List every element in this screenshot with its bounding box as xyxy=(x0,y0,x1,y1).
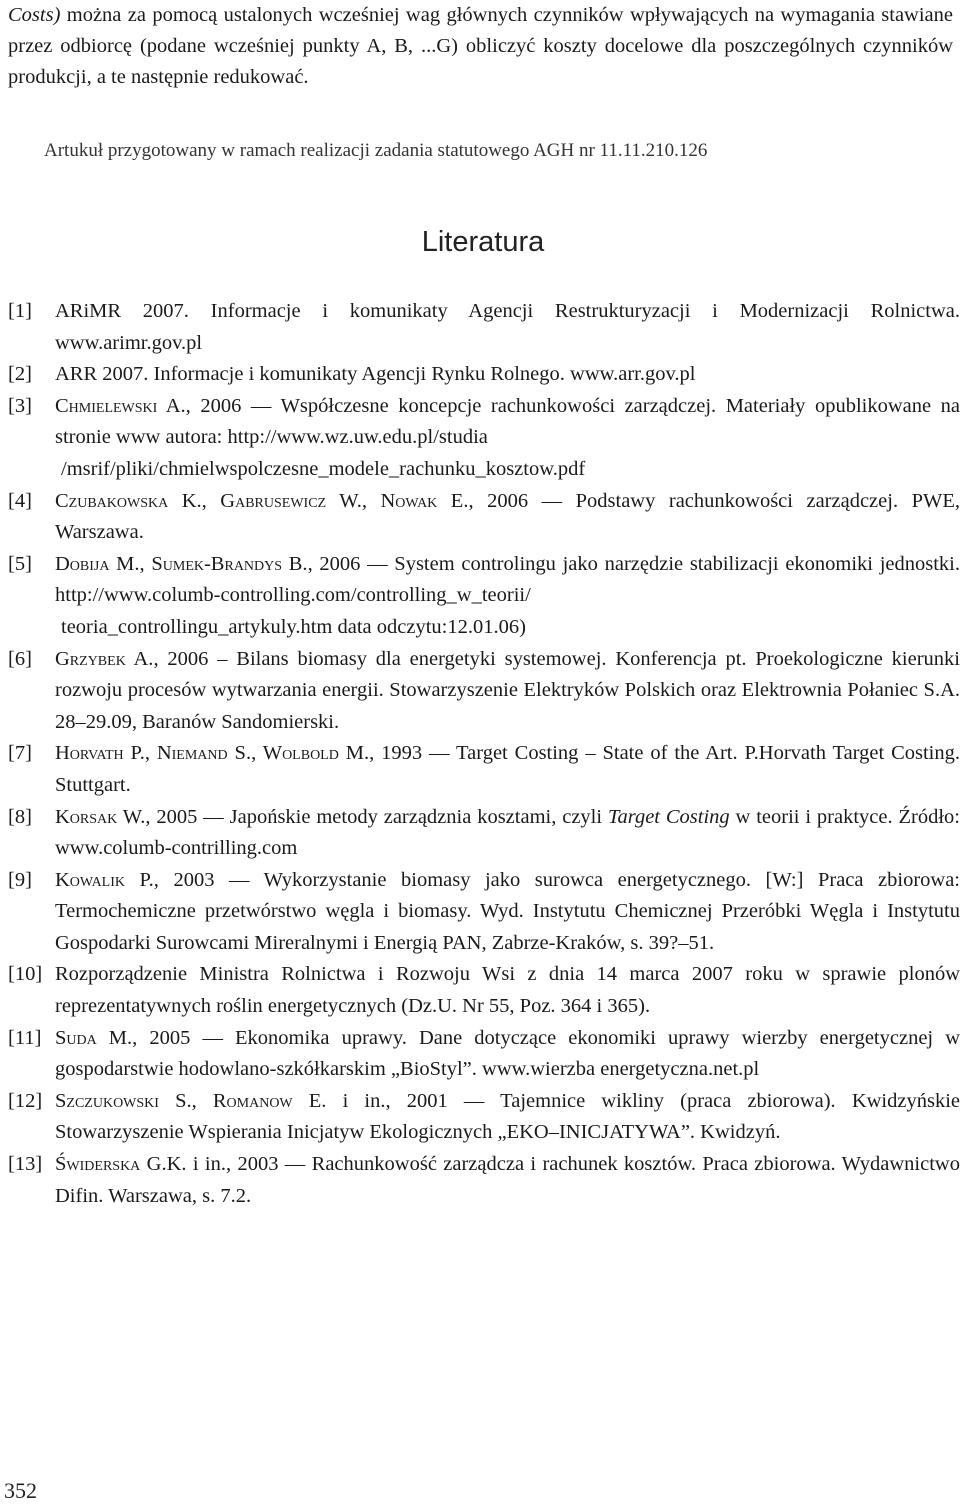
reference-number: [12] xyxy=(8,1089,43,1112)
reference-1 xyxy=(8,296,960,359)
reference-text: ARR 2007. Informacje i komunikaty Agencji Rynku Rolnego. www.arr.gov.pl xyxy=(55,363,696,386)
reference-author: Grzybek A. xyxy=(55,647,154,670)
reference-text: Rozporządzenie Ministra Rolnictwa i Rozwoju Wsi z dnia 14 marca 2007 roku w sprawie plonów reprezentatywnych roślin energetycznych (Dz.U. Nr 55, Poz. 364 i 365). xyxy=(55,963,960,1018)
reference-list xyxy=(8,296,960,1212)
reference-10 xyxy=(8,959,960,1022)
reference-3 xyxy=(8,391,960,486)
reference-9 xyxy=(8,865,960,960)
section-heading: Literatura xyxy=(421,226,545,258)
reference-author: Suda M. xyxy=(55,1026,133,1049)
reference-author: Czubakowska K., Gabrusewicz W., Nowak E. xyxy=(55,489,469,512)
reference-text: ARiMR 2007. Informacje i komunikaty Agencji Restrukturyzacji i Modernizacji Rolnictwa. www.arimr.gov.pl xyxy=(55,300,960,354)
reference-number: [8] xyxy=(8,805,32,828)
reference-5 xyxy=(8,549,960,644)
reference-text: , 2006 — Podstawy rachunkowości zarządczej. PWE, Warszawa. xyxy=(55,489,960,544)
reference-author: Szczukowski S., Romanow E. xyxy=(55,1089,327,1112)
reference-number: [1] xyxy=(8,300,32,322)
reference-text: , 2006 — Współczesne koncepcje rachunkowości zarządczej. Materiały opublikowane na stronie www autora: http://www.wz.uw.edu.pl/studia xyxy=(55,394,960,449)
reference-number: [5] xyxy=(8,552,32,575)
reference-12 xyxy=(8,1086,960,1149)
reference-2 xyxy=(8,359,960,391)
reference-text: , 2006 – Bilans biomasy dla energetyki systemowej. Konferencja pt. Proekologiczne kierunki rozwoju procesów wytwarzania energii. Stowarzyszenie Elektryków Polskich oraz Elektrownia Połaniec S.A. 28–29.09, Baranów Sandomierski. xyxy=(55,647,960,733)
reference-text-after: w teorii i praktyce. Źródło: www.columb-contrilling.com xyxy=(55,805,960,860)
reference-number: [13] xyxy=(8,1153,43,1176)
reference-author: Chmielewski A. xyxy=(55,394,186,417)
reference-text: , 2005 — Japońskie metody zarządznia kosztami, czyli xyxy=(145,805,608,828)
page-number: 352 xyxy=(4,1478,37,1503)
reference-6 xyxy=(8,644,960,739)
reference-author: Dobija M., Sumek-Brandys B. xyxy=(55,552,308,575)
intro-text: można za pomocą ustalonych wcześniej wag głównych czynników wpływających na wymagania stawiane przez odbiorcę (podane wcześniej punkty A, B, ...G) obliczyć koszty docelowe dla poszczególnych czynników produkcji, a te następnie redukować. xyxy=(8,4,953,88)
reference-8 xyxy=(8,802,960,865)
reference-number: [10] xyxy=(8,963,43,986)
reference-number: [2] xyxy=(8,363,32,386)
reference-url: /msrif/pliki/chmielwspolczesne_modele_rachunku_kosztow.pdf xyxy=(61,457,586,480)
reference-text: i in., 2003 — Rachunkowość zarządcza i rachunek kosztów. Praca zbiorowa. Wydawnictwo Difin. Warszawa, s. 7.2. xyxy=(55,1153,960,1207)
reference-number: [6] xyxy=(8,647,32,670)
reference-number: [11] xyxy=(8,1026,42,1049)
reference-text: , 2005 — Ekonomika uprawy. Dane dotyczące ekonomiki uprawy wierzby energetycznej w gospodarstwie hodowlano-szkółkarskim „BioStyl”. www.wierzba energetyczna.net.pl xyxy=(55,1026,960,1081)
reference-author: Horvath P., Niemand S., Wolbold M. xyxy=(55,742,370,765)
reference-url: teoria_controllingu_artykuly.htm data odczytu:12.01.06) xyxy=(61,615,526,638)
intro-paragraph xyxy=(8,0,953,93)
reference-author: Korsak W. xyxy=(55,805,146,828)
reference-text: i in., 2001 — Tajemnice wikliny (praca zbiorowa). Kwidzyńskie Stowarzyszenie Wspierania Inicjatyw Ekologicznych „EKO–INICJATYWA”. Kwidzyń. xyxy=(55,1089,960,1144)
reference-number: [3] xyxy=(8,394,32,417)
intro-italic-lead: Costs) xyxy=(8,4,61,26)
reference-text: , 2003 — Wykorzystanie biomasy jako surowca energetycznego. [W:] Praca zbiorowa: Termochemiczne przetwórstwo węgla i biomasy. Wyd. Instytutu Chemicznej Przeróbki Węgla i Instytutu Gospodarki Surowcami Mireralnymi i Energią PAN, Zabrze-Kraków, s. 39?–51. xyxy=(55,868,960,954)
reference-author: Świderska G.K. xyxy=(55,1153,187,1176)
reference-author: Kowalik P. xyxy=(55,868,154,891)
acknowledgement: Artukuł przygotowany w ramach realizacji zadania statutowego AGH nr 11.11.210.126 xyxy=(44,140,708,161)
reference-number: [7] xyxy=(8,742,32,765)
reference-italic-title: Target Costing xyxy=(607,805,730,828)
reference-text: , 1993 — Target Costing – State of the Art. P.Horvath Target Costing. Stuttgart. xyxy=(55,742,960,796)
reference-13 xyxy=(8,1149,960,1212)
reference-11 xyxy=(8,1023,960,1086)
reference-text: , 2006 — System controlingu jako narzędzie stabilizacji ekonomiki jednostki. http://www.columb-controlling.com/controlling_w_teorii/ xyxy=(55,552,960,607)
reference-4 xyxy=(8,486,960,549)
reference-number: [4] xyxy=(8,489,32,512)
reference-7 xyxy=(8,738,960,801)
reference-number: [9] xyxy=(8,868,32,891)
